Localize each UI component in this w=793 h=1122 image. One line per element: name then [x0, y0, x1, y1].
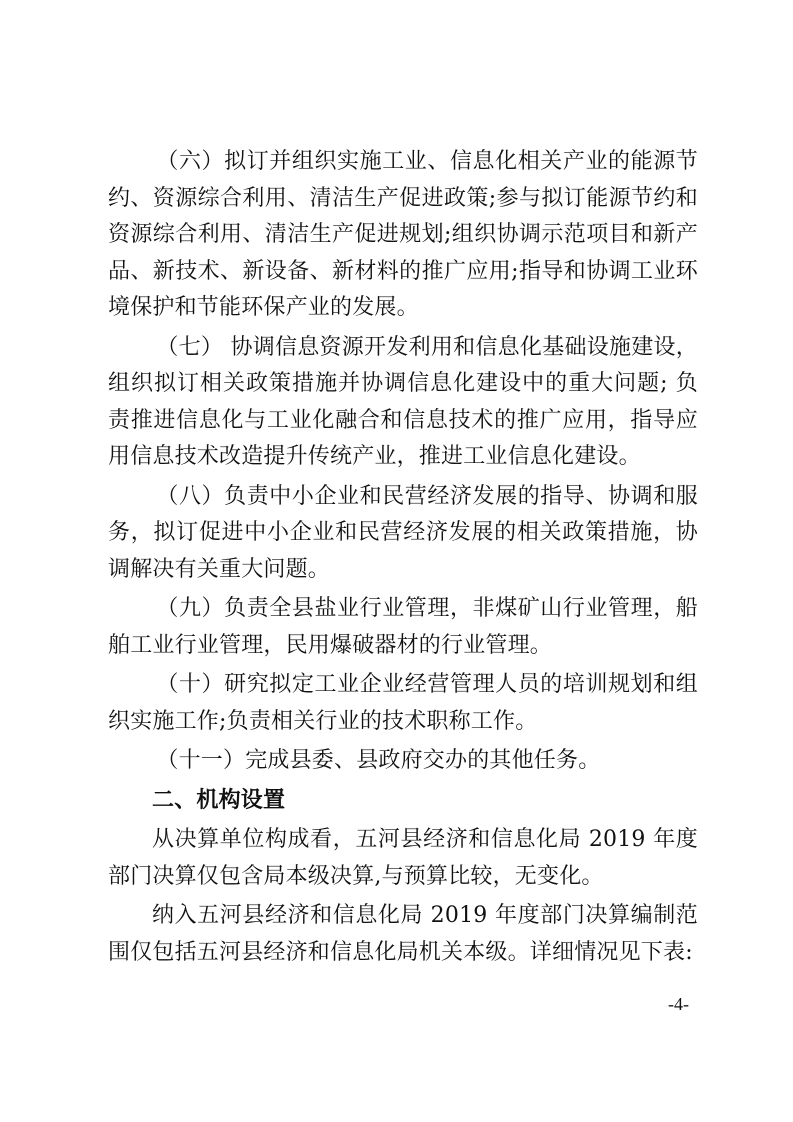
paragraph-item-6: （六）拟订并组织实施工业、信息化相关产业的能源节约、资源综合利用、清洁生产促进政策;参与拟订能源节约和资源综合利用、清洁生产促进规划;组织协调示范项目和新产品、新技术、新设备、新材料的推广应用;指导和协调工业环境保护和节能环保产业的发展。	[108, 149, 698, 320]
paragraph-item-8: （八）负责中小企业和民营经济发展的指导、协调和服务，拟订促进中小企业和民营经济发展的相关政策措施，协调解决有关重大问题。	[108, 483, 698, 582]
document-body	[108, 144, 698, 974]
section-paragraph-2: 纳入五河县经济和信息化局 2019 年度部门决算编制范围仅包括五河县经济和信息化局机关本级。详细情况见下表:	[108, 903, 698, 965]
section-heading: 二、机构设置	[152, 787, 286, 813]
paragraph-item-9: （九）负责全县盐业行业管理，非煤矿山行业管理，船舶工业行业管理，民用爆破器材的行业管理。	[108, 596, 698, 658]
paragraph-item-11: （十一）完成县委、县政府交办的其他任务。	[156, 748, 601, 773]
page-number: -4-	[668, 994, 689, 1014]
paragraph-item-10: （十）研究拟定工业企业经营管理人员的培训规划和组织实施工作;负责相关行业的技术职称工作。	[108, 672, 698, 734]
section-paragraph-1: 从决算单位构成看，五河县经济和信息化局 2019 年度部门决算仅包含局本级决算,与预算比较，无变化。	[108, 827, 698, 889]
paragraph-item-7: （七） 协调信息资源开发利用和信息化基础设施建设，组织拟订相关政策措施并协调信息化建设中的重大问题; 负责推进信息化与工业化融合和信息技术的推广应用，指导应用信息技术改造提升传统产业，推进工业信息化建设。	[108, 334, 698, 469]
